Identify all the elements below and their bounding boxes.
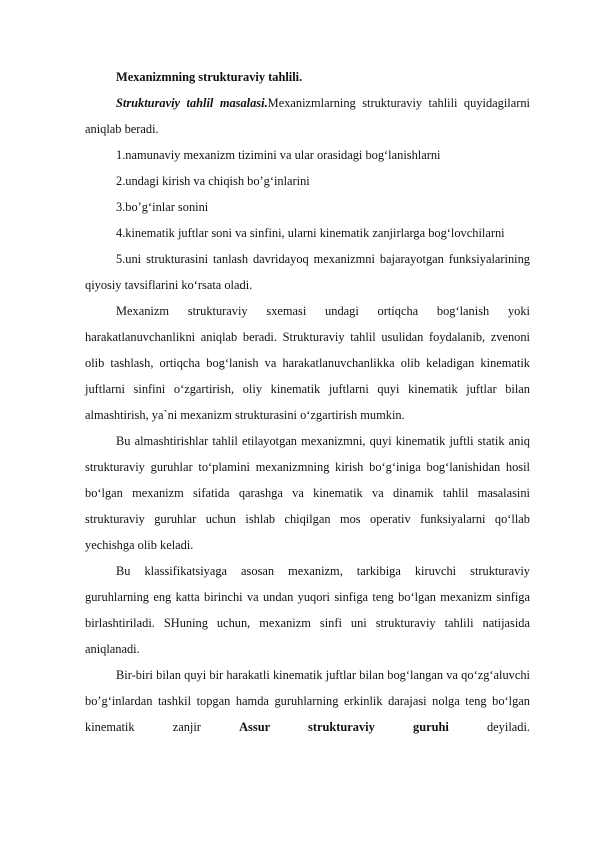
definition-paragraph — [85, 662, 530, 740]
body-paragraph: Bu almashtirishlar tahlil etilayotgan mexanizmni, quyi kinematik juftli statik aniq strukturaviy guruhlar to‘plamini mexanizmning kirish bo‘g‘iniga bog‘lanishidan hosil bo‘lgan mexanizm sifatida qarashga va kinematik va dinamik tahlil masalasini strukturaviy guruhlar uchun ishlab chiqilgan mos operativ funksiyalarni qo‘llab yechishga olib keladi. — [85, 434, 530, 552]
list-item: 1.namunaviy mexanizm tizimini va ular orasidagi bog‘lanishlarni — [116, 148, 441, 162]
intro-paragraph — [85, 90, 530, 142]
term-label: Strukturaviy tahlil masalasi. — [116, 96, 268, 110]
list-item: 5.uni strukturasini tanlash davridayoq mexanizmni bajarayotgan funksiyalarining qiyosiy tavsiflarini ko‘rsata oladi. — [85, 252, 530, 292]
body-paragraph: Bu klassifikatsiyaga asosan mexanizm, tarkibiga kiruvchi strukturaviy guruhlarning eng katta birinchi va undan yuqori sinfiga teng bo‘lgan mexanizm sinfiga birlashtiriladi. SHuning uchun, mexanizm sinfi uni strukturaviy tahlili natijasida aniqlanadi. — [85, 564, 530, 656]
section-heading: Mexanizmning strukturaviy tahlili. — [116, 70, 303, 84]
definition-end: deyiladi. — [448, 720, 530, 734]
assur-term: Assur strukturaviy guruhi — [239, 720, 449, 734]
intro-text: Mexanizmlarning strukturaviy tahlili quyidagilarni aniqlab beradi. — [85, 96, 530, 136]
body-paragraph: Mexanizm strukturaviy sxemasi undagi ortiqcha bog‘lanish yoki harakatlanuvchanlikni aniqlab beradi. Strukturaviy tahlil usulidan foydalanib, zvenoni olib tashlash, ortiqcha bog‘lanish va harakatlanuvchanlikka olib keladigan kinematik juftlarni sinfini o‘zgartirish, oliy kinematik juftlarni quyi kinematik juftlar bilan almashtirish, ya`ni mexanizm strukturasini o‘zgartirish mumkin. — [85, 304, 530, 422]
definition-text: Bir-biri bilan quyi bir harakatli kinematik juftlar bilan bog‘langan va qo‘zg‘aluvchi bo’g‘inlardan tashkil topgan hamda guruhlarning erkinlik darajasi nolga teng bo‘lgan kinematik zanjir — [85, 668, 530, 734]
list-item: 3.bo’g‘inlar sonini — [116, 200, 209, 214]
list-item: 4.kinematik juftlar soni va sinfini, ularni kinematik zanjirlarga bog‘lovchilarni — [116, 226, 505, 240]
document-page — [85, 64, 530, 740]
list-item: 2.undagi kirish va chiqish bo’g‘inlarini — [116, 174, 310, 188]
